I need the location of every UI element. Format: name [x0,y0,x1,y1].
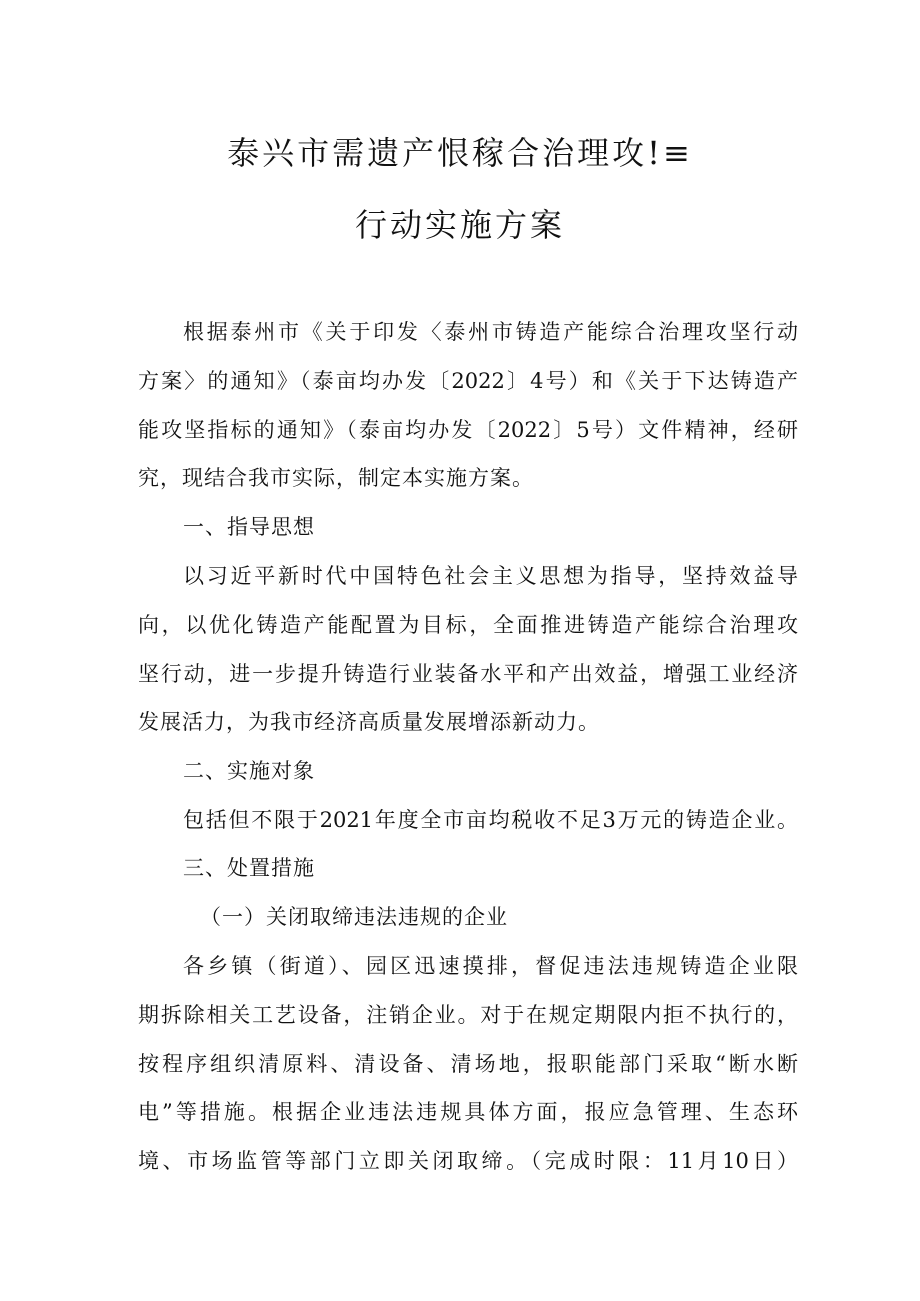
document-title-line-1: 泰兴市需遗产恨稼合治理攻!≡ [227,134,693,172]
intro-line-1: 根据泰州市《关于印发〈泰州市铸造产能综合治理攻坚行动 [183,320,798,344]
section-3-sub-1-line-2: 期拆除相关工艺设备，注销企业。对于在规定期限内拒不执行的， [138,1003,798,1027]
section-1-line-4: 发展活力，为我市经济高质量发展增添新动力。 [138,710,600,734]
section-1-line-2: 向，以优化铸造产能配置为目标，全面推进铸造产能综合治理攻 [138,613,798,637]
section-1-heading: 一、指导思想 [183,515,315,539]
section-1-line-3: 坚行动，进一步提升铸造行业装备水平和产出效益，增强工业经济 [138,662,798,686]
intro-line-4: 究，现结合我市实际，制定本实施方案。 [138,466,534,490]
intro-line-3: 能攻坚指标的通知》（泰亩均办发〔2022〕5号）文件精神，经研 [138,418,798,442]
section-1-line-1: 以习近平新时代中国特色社会主义思想为指导，坚持效益导 [183,564,798,588]
document-title-line-2: 行动实施方案 [354,206,565,244]
section-2-body: 包括但不限于2021年度全市亩均税收不足3万元的铸造企业。 [183,808,798,832]
section-3-subheading-1: （一）关闭取缔违法违规的企业 [200,905,508,929]
section-3-sub-1-line-4: 电”等措施。根据企业违法违规具体方面，报应急管理、生态环 [138,1100,798,1124]
section-3-sub-1-line-3: 按程序组织清原料、清设备、清场地，报职能部门采取“断水断 [138,1052,798,1076]
section-3-sub-1-line-1: 各乡镇（街道）、园区迅速摸排，督促违法违规铸造企业限 [183,954,798,978]
section-3-sub-1-line-5: 境、市场监管等部门立即关闭取缔。（完成时限：11月10日） [138,1149,798,1173]
intro-line-2: 方案〉的通知》（泰亩均办发〔2022〕4号）和《关于下达铸造产 [138,369,798,393]
section-2-heading: 二、实施对象 [183,759,315,783]
section-3-heading: 三、处置措施 [183,856,315,880]
